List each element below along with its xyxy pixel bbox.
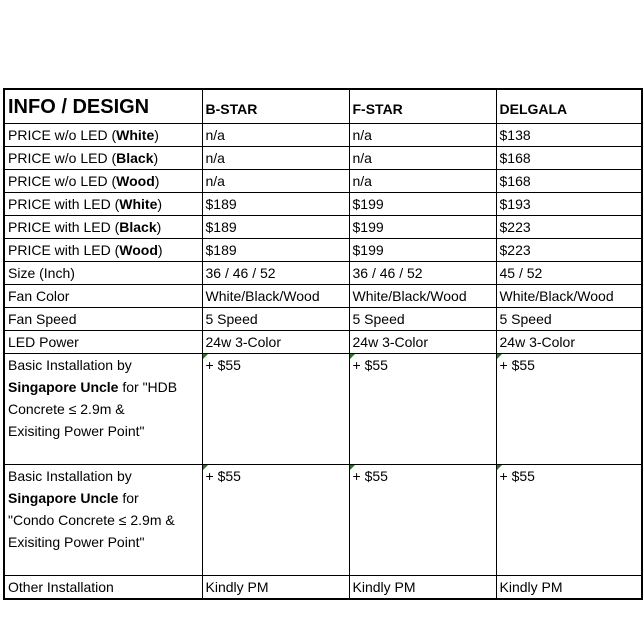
row-label: Other Installation bbox=[4, 576, 202, 600]
table-row bbox=[4, 331, 642, 354]
row-label-install-hdb: Basic Installation by Singapore Uncle for "HDB Concrete ≤ 2.9m & Exisiting Power Point" bbox=[4, 354, 202, 465]
cell-value: $189 bbox=[202, 216, 349, 239]
row-label-install-condo: Basic Installation by Singapore Uncle for "Condo Concrete ≤ 2.9m & Exisiting Power Point" bbox=[4, 465, 202, 576]
cell-value: $168 bbox=[496, 147, 642, 170]
table-row bbox=[4, 170, 642, 193]
row-label: Fan Speed bbox=[4, 308, 202, 331]
cell-value: $168 bbox=[496, 170, 642, 193]
cell-value: 5 Speed bbox=[202, 308, 349, 331]
cell-value: n/a bbox=[202, 170, 349, 193]
cell-value: Kindly PM bbox=[202, 576, 349, 600]
table-row bbox=[4, 193, 642, 216]
cell-value: n/a bbox=[202, 124, 349, 147]
table-row-other-installation bbox=[4, 576, 642, 600]
cell-value: n/a bbox=[349, 147, 496, 170]
cell-value: $189 bbox=[202, 239, 349, 262]
cell-value: 5 Speed bbox=[496, 308, 642, 331]
table-row bbox=[4, 239, 642, 262]
cell-value: 24w 3-Color bbox=[496, 331, 642, 354]
cell-value: + $55 bbox=[349, 354, 496, 465]
cell-value: $199 bbox=[349, 216, 496, 239]
row-label: Fan Color bbox=[4, 285, 202, 308]
row-label: PRICE w/o LED (White) bbox=[4, 124, 202, 147]
row-label: PRICE with LED (Black) bbox=[4, 216, 202, 239]
header-brand-delgala: DELGALA bbox=[496, 89, 642, 124]
table-header-row bbox=[4, 89, 642, 124]
row-label: PRICE with LED (Wood) bbox=[4, 239, 202, 262]
cell-value: White/Black/Wood bbox=[202, 285, 349, 308]
cell-value: $138 bbox=[496, 124, 642, 147]
cell-value: + $55 bbox=[202, 465, 349, 576]
cell-value: n/a bbox=[202, 147, 349, 170]
cell-value: 24w 3-Color bbox=[349, 331, 496, 354]
cell-value: 45 / 52 bbox=[496, 262, 642, 285]
cell-value: $199 bbox=[349, 239, 496, 262]
row-label: PRICE w/o LED (Wood) bbox=[4, 170, 202, 193]
cell-value: $189 bbox=[202, 193, 349, 216]
cell-value: $223 bbox=[496, 216, 642, 239]
header-brand-b-star: B-STAR bbox=[202, 89, 349, 124]
table-row bbox=[4, 285, 642, 308]
cell-value: + $55 bbox=[349, 465, 496, 576]
table-row-install-hdb bbox=[4, 354, 642, 465]
table-row bbox=[4, 147, 642, 170]
table-row bbox=[4, 262, 642, 285]
cell-value: + $55 bbox=[496, 465, 642, 576]
cell-value: $223 bbox=[496, 239, 642, 262]
cell-value: n/a bbox=[349, 124, 496, 147]
row-label: PRICE with LED (White) bbox=[4, 193, 202, 216]
table-row bbox=[4, 124, 642, 147]
cell-value: White/Black/Wood bbox=[349, 285, 496, 308]
fan-comparison-table bbox=[3, 88, 643, 600]
header-brand-f-star: F-STAR bbox=[349, 89, 496, 124]
cell-value: $199 bbox=[349, 193, 496, 216]
cell-value: Kindly PM bbox=[349, 576, 496, 600]
table-row bbox=[4, 216, 642, 239]
cell-value: 5 Speed bbox=[349, 308, 496, 331]
row-label: LED Power bbox=[4, 331, 202, 354]
table-row-install-condo bbox=[4, 465, 642, 576]
header-info-design: INFO / DESIGN bbox=[4, 89, 202, 124]
cell-value: 24w 3-Color bbox=[202, 331, 349, 354]
row-label: PRICE w/o LED (Black) bbox=[4, 147, 202, 170]
cell-value: 36 / 46 / 52 bbox=[349, 262, 496, 285]
cell-value: Kindly PM bbox=[496, 576, 642, 600]
cell-value: + $55 bbox=[202, 354, 349, 465]
cell-value: 36 / 46 / 52 bbox=[202, 262, 349, 285]
cell-value: + $55 bbox=[496, 354, 642, 465]
row-label: Size (Inch) bbox=[4, 262, 202, 285]
cell-value: $193 bbox=[496, 193, 642, 216]
table-row bbox=[4, 308, 642, 331]
cell-value: n/a bbox=[349, 170, 496, 193]
cell-value: White/Black/Wood bbox=[496, 285, 642, 308]
